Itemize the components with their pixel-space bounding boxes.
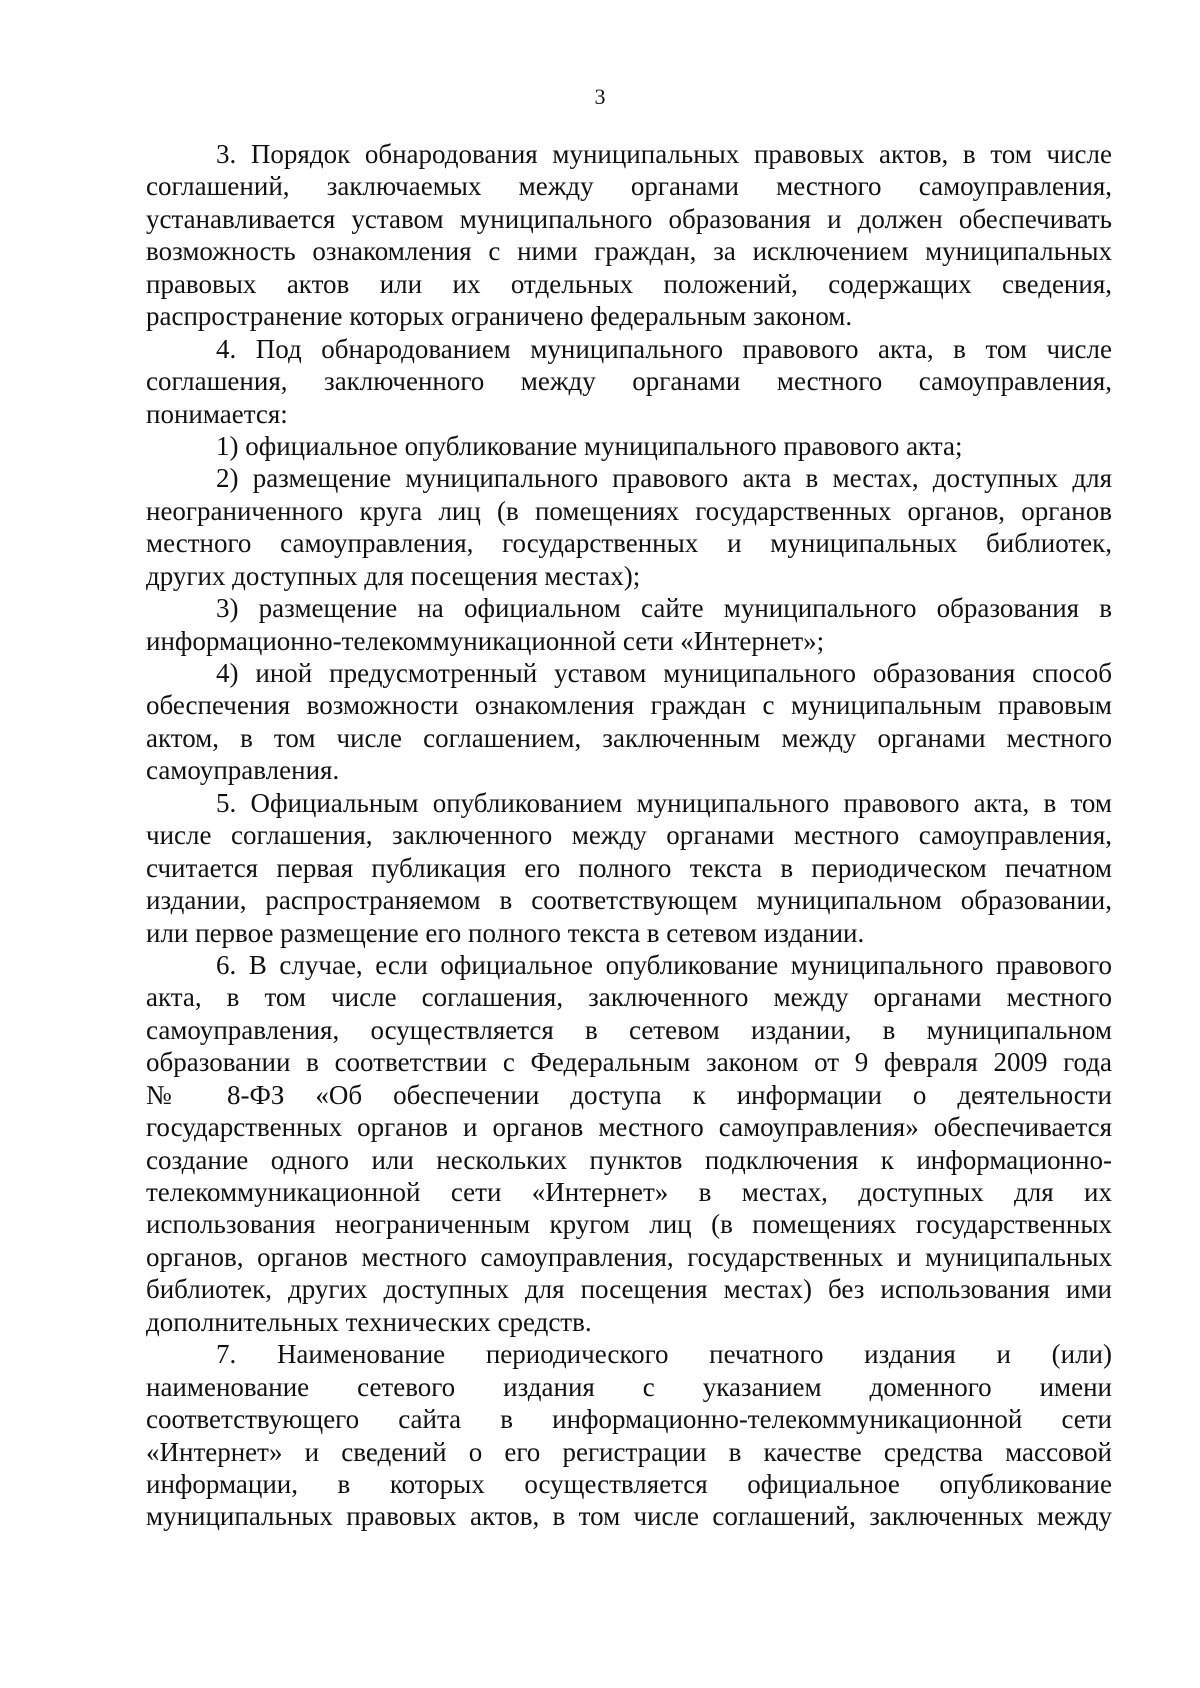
text-line: соглашений, заключаемых между органами местного самоуправления, (146, 171, 1112, 202)
text-line: актом, в том числе соглашением, заключенным между органами местного (146, 722, 1112, 753)
text-line: неограниченного круга лиц (в помещениях государственных органов, органов (146, 495, 1112, 526)
text-line: 1) официальное опубликование муниципального правового акта; (216, 430, 963, 461)
text-line: издании, распространяемом в соответствующем муниципальном образовании, (146, 885, 1112, 916)
page-number: 3 (594, 84, 606, 109)
text-line: 3. Порядок обнародования муниципальных правовых актов, в том числе (216, 139, 1112, 169)
text-line: числе соглашения, заключенного между органами местного самоуправления, (146, 820, 1112, 851)
text-line: образовании в соответствии с Федеральным законом от 9 февраля 2009 года (146, 1047, 1112, 1078)
text-line: информационно-телекоммуникационной сети «Интернет»; (146, 625, 825, 656)
text-line: дополнительных технических средств. (146, 1306, 592, 1337)
text-line: соглашения, заключенного между органами местного самоуправления, (146, 366, 1112, 397)
text-line: самоуправления. (146, 755, 340, 786)
text-line: органов, органов местного самоуправления, государственных и муниципальных (146, 1241, 1112, 1272)
text-line: возможность ознакомления с ними граждан, за исключением муниципальных (146, 236, 1112, 267)
text-line: 3) размещение на официальном сайте муниципального образования в (216, 593, 1112, 624)
text-line: распространение которых ограничено федеральным законом. (146, 301, 853, 332)
text-line: устанавливается уставом муниципального образования и должен обеспечивать (146, 203, 1112, 234)
text-line: 2) размещение муниципального правового акта в местах, доступных для (216, 463, 1112, 494)
text-line: 6. В случае, если официальное опубликование муниципального правового (216, 949, 1112, 980)
text-line: № 8-ФЗ «Об обеспечении доступа к информации о деятельности (146, 1079, 1112, 1110)
text-line: обеспечения возможности ознакомления граждан с муниципальным правовым (146, 690, 1112, 721)
text-line: понимается: (146, 398, 288, 429)
text-line: 4. Под обнародованием муниципального правового акта, в том числе (216, 333, 1112, 364)
text-line: информации, в которых осуществляется официальное опубликование (146, 1468, 1112, 1499)
text-line: создание одного или нескольких пунктов подключения к информационно- (146, 1144, 1112, 1175)
text-line: 5. Официальным опубликованием муниципального правового акта, в том (216, 787, 1112, 818)
text-line: государственных органов и органов местного самоуправления» обеспечивается (146, 1112, 1112, 1143)
text-line: 7. Наименование периодического печатного издания и (или) (216, 1339, 1112, 1370)
text-line: самоуправления, осуществляется в сетевом издании, в муниципальном (146, 1014, 1112, 1045)
text-line: соответствующего сайта в информационно-телекоммуникационной сети (146, 1404, 1112, 1435)
text-line: муниципальных правовых актов, в том числе соглашений, заключенных между (146, 1501, 1112, 1532)
document-text (146, 138, 1112, 1533)
text-line: местного самоуправления, государственных и муниципальных библиотек, (146, 528, 1112, 559)
text-line: «Интернет» и сведений о его регистрации в качестве средства массовой (146, 1436, 1112, 1467)
text-line: 4) иной предусмотренный уставом муниципального образования способ (216, 658, 1112, 688)
text-line: телекоммуникационной сети «Интернет» в местах, доступных для их (146, 1177, 1112, 1207)
text-line: правовых актов или их отдельных положений, содержащих сведения, (146, 268, 1112, 299)
text-line: считается первая публикация его полного текста в периодическом печатном (146, 852, 1112, 883)
text-line: библиотек, других доступных для посещения местах) без использования ими (146, 1274, 1112, 1305)
text-line: использования неограниченным кругом лиц (в помещениях государственных (146, 1209, 1112, 1240)
text-line: акта, в том числе соглашения, заключенного между органами местного (146, 982, 1112, 1013)
text-line: других доступных для посещения местах); (146, 560, 641, 591)
text-line: наименование сетевого издания с указанием доменного имени (146, 1371, 1112, 1402)
text-line: или первое размещение его полного текста в сетевом издании. (146, 917, 865, 948)
